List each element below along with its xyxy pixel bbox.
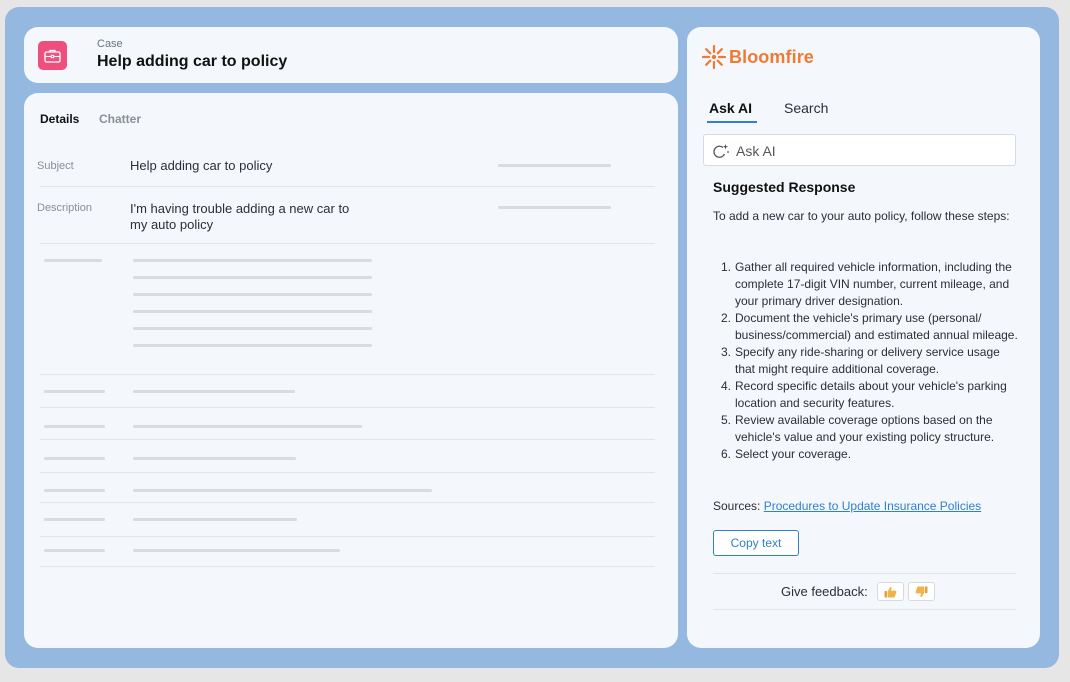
ai-assistant-panel	[687, 27, 1040, 648]
copy-text-button[interactable]: Copy text	[713, 530, 799, 556]
tab-ask-ai[interactable]: Ask AI	[709, 100, 753, 116]
tab-chatter[interactable]: Chatter	[99, 112, 142, 126]
ask-ai-box	[703, 134, 1016, 166]
placeholder-line	[133, 425, 362, 428]
divider	[713, 609, 1016, 610]
placeholder-line	[133, 549, 340, 552]
placeholder-line	[44, 457, 105, 460]
list-item: 3. Specify any ride-sharing or delivery service usage that might require additional coverage.	[720, 345, 1000, 376]
thumbs-down-icon	[915, 586, 928, 598]
sources-label: Sources:	[713, 499, 761, 513]
bloomfire-logo	[701, 44, 814, 70]
placeholder-line	[498, 206, 611, 209]
suggested-response-title: Suggested Response	[713, 179, 856, 195]
divider	[40, 243, 655, 244]
case-header	[24, 27, 678, 83]
feedback-bar	[781, 582, 939, 601]
placeholder-line	[133, 259, 372, 262]
list-item: 4. Record specific details about your vehicle's parking location and security features.	[720, 379, 1007, 410]
placeholder-line	[133, 327, 372, 330]
source-link[interactable]: Procedures to Update Insurance Policies	[763, 499, 982, 513]
placeholder-line	[498, 164, 611, 167]
case-title: Help adding car to policy	[97, 53, 288, 70]
placeholder-line	[44, 549, 105, 552]
placeholder-line	[133, 276, 372, 279]
placeholder-line	[44, 259, 102, 262]
placeholder-line	[133, 310, 372, 313]
divider	[40, 566, 655, 567]
case-details-panel	[24, 93, 678, 648]
divider	[713, 573, 1016, 574]
list-item: 6. Select your coverage.	[720, 447, 852, 461]
placeholder-line	[133, 293, 372, 296]
placeholder-line	[44, 425, 105, 428]
description-label: Description	[37, 202, 93, 214]
briefcase-icon	[38, 41, 67, 70]
sources	[713, 499, 981, 513]
placeholder-line	[44, 390, 105, 393]
feedback-label: Give feedback:	[781, 584, 868, 599]
tab-details[interactable]: Details	[40, 112, 80, 126]
divider	[40, 374, 655, 375]
placeholder-line	[133, 390, 295, 393]
thumbs-up-button[interactable]	[877, 582, 904, 601]
description-value: I'm having trouble adding a new car to my auto policy	[130, 201, 350, 232]
list-item: 1. Gather all required vehicle information, including the complete 17-digit VIN number, current mileage, and your primary driver designation.	[720, 260, 1012, 308]
divider	[40, 472, 655, 473]
divider	[40, 439, 655, 440]
tab-search[interactable]: Search	[784, 100, 829, 116]
active-tab-indicator	[707, 121, 757, 123]
case-label: Case	[97, 38, 123, 50]
bloomfire-logo-icon	[701, 44, 727, 70]
divider	[40, 407, 655, 408]
placeholder-line	[133, 344, 372, 347]
thumbs-up-icon	[884, 586, 897, 598]
subject-label: Subject	[37, 160, 74, 172]
list-item: 2. Document the vehicle's primary use (personal/ business/commercial) and estimated annual mileage.	[720, 311, 1018, 342]
placeholder-line	[44, 489, 105, 492]
thumbs-down-button[interactable]	[908, 582, 935, 601]
suggested-response-intro: To add a new car to your auto policy, follow these steps:	[713, 209, 1010, 223]
placeholder-line	[44, 518, 105, 521]
placeholder-line	[133, 489, 432, 492]
list-item: 5. Review available coverage options based on the vehicle's value and your existing policy structure.	[720, 413, 995, 444]
divider	[40, 502, 655, 503]
placeholder-line	[133, 457, 296, 460]
suggested-steps	[713, 259, 1023, 463]
subject-value: Help adding car to policy	[130, 158, 273, 173]
divider	[40, 536, 655, 537]
ai-sparkle-icon	[712, 143, 730, 159]
ask-ai-input[interactable]	[736, 141, 1006, 161]
divider	[40, 186, 655, 187]
brand-name: Bloomfire	[729, 46, 814, 67]
placeholder-line	[133, 518, 297, 521]
